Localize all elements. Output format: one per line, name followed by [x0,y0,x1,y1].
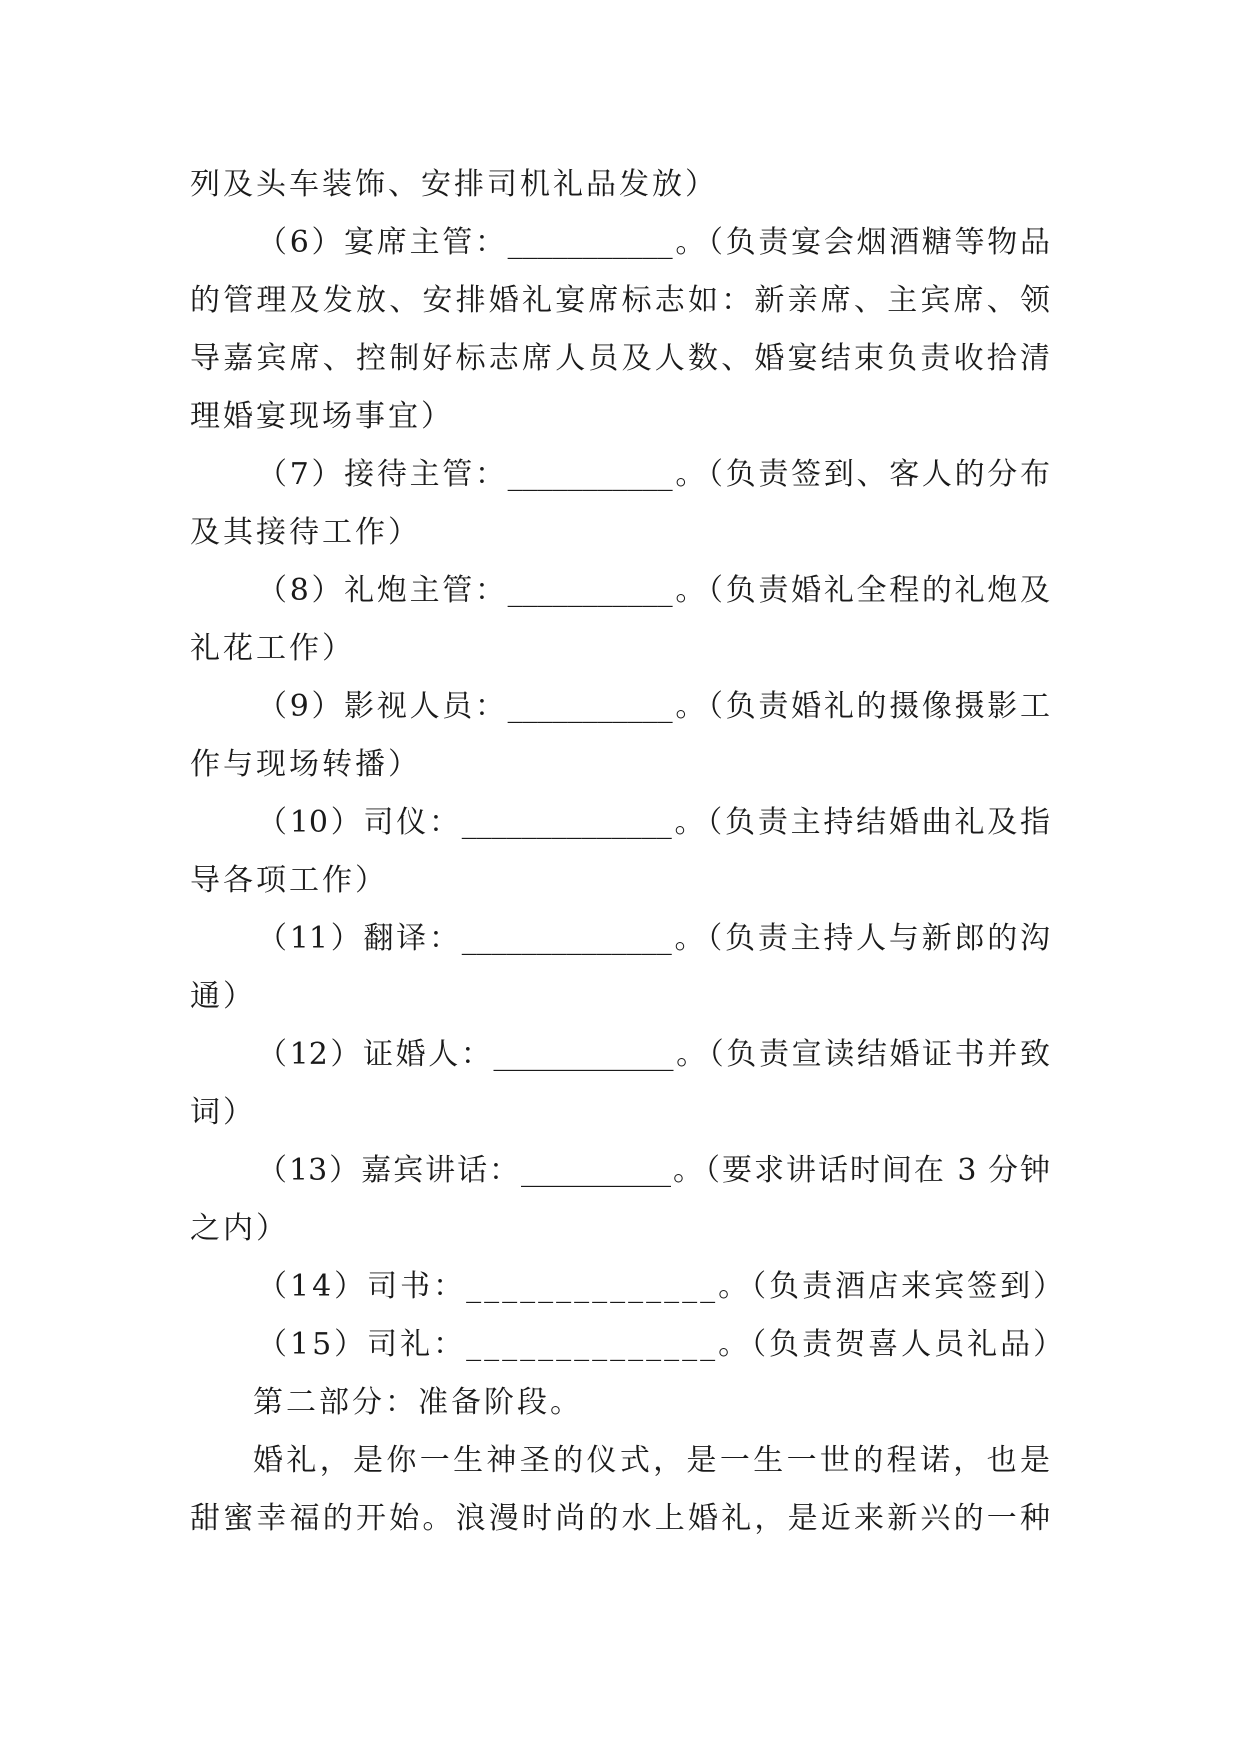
text-line: （9）影视人员：___________。（负责婚礼的摄像摄影工 [257,689,1050,724]
text-line: 的管理及发放、安排婚礼宴席标志如：新亲席、主宾席、领 [190,283,1050,318]
text-line: （14）司书：______________。（负责酒店来宾签到） [257,1269,1067,1304]
text-line: 词） [190,1095,256,1130]
text-line: 理婚宴现场事宜） [190,399,454,434]
text-line: （6）宴席主管：___________。（负责宴会烟酒糖等物品 [257,225,1050,260]
text-line: （12）证婚人：____________。（负责宣读结婚证书并致 [257,1037,1050,1072]
section-heading: 第二部分：准备阶段。 [253,1385,583,1420]
text-line: 通） [190,979,256,1014]
text-line: 作与现场转播） [190,747,421,782]
text-line: 列及头车装饰、安排司机礼品发放） [190,167,718,202]
text-line: （13）嘉宾讲话：__________。（要求讲话时间在 3 分钟 [257,1153,1050,1188]
text-line: 导各项工作） [190,863,388,898]
text-line: 之内） [190,1211,289,1246]
text-line: （11）翻译：______________。（负责主持人与新郎的沟 [257,921,1050,956]
text-line: （10）司仪：______________。（负责主持结婚曲礼及指 [257,805,1050,840]
text-line: （15）司礼：______________。（负责贺喜人员礼品） [257,1327,1067,1362]
text-line: 甜蜜幸福的开始。浪漫时尚的水上婚礼，是近来新兴的一种 [190,1501,1050,1536]
text-line: （7）接待主管：___________。（负责签到、客人的分布 [257,457,1050,492]
text-line: 婚礼，是你一生神圣的仪式，是一生一世的程诺，也是 [253,1443,1050,1478]
text-line: （8）礼炮主管：___________。（负责婚礼全程的礼炮及 [257,573,1050,608]
text-line: 导嘉宾席、控制好标志席人员及人数、婚宴结束负责收拾清 [190,341,1050,376]
text-line: 礼花工作） [190,631,355,666]
text-line: 及其接待工作） [190,515,421,550]
